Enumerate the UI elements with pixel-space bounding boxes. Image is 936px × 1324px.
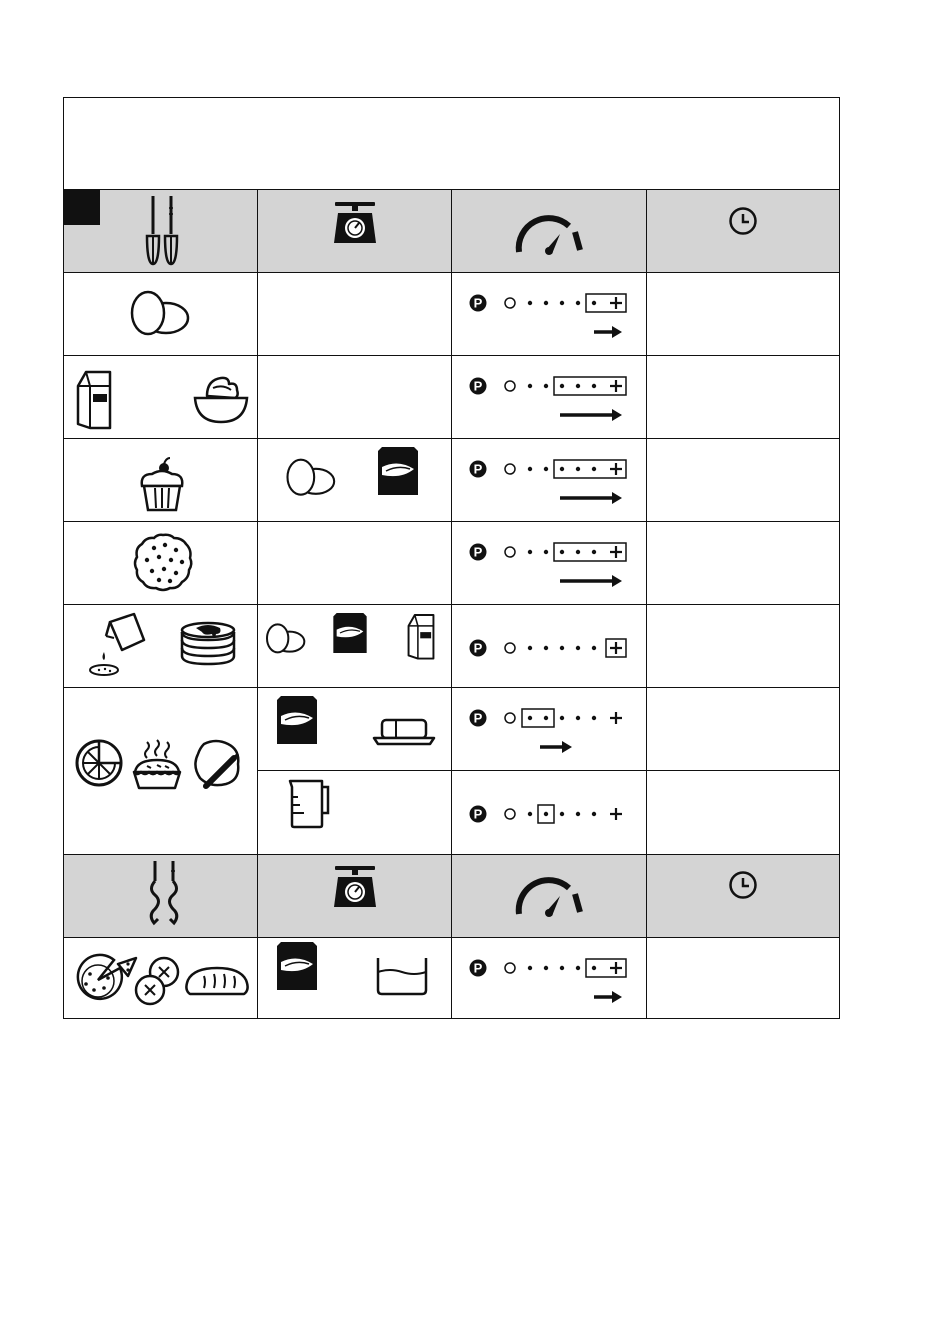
dough-hooks-icon	[144, 859, 184, 931]
speed-level-dot	[544, 550, 548, 554]
speed-off-mark	[505, 381, 515, 391]
cookie-icon	[132, 532, 194, 592]
speed-level-dot	[560, 716, 564, 720]
speed-max-plus	[610, 642, 622, 654]
speed-scale	[470, 272, 630, 355]
speed-level-dot	[528, 812, 532, 816]
speed-level-dot	[560, 384, 564, 388]
speed-max-plus	[610, 808, 622, 820]
speed-level-dot	[592, 550, 596, 554]
speed-level-dot	[560, 812, 564, 816]
speed-level-dot	[560, 646, 564, 650]
kitchen-scale-icon	[332, 865, 378, 909]
speed-level-dot	[592, 812, 596, 816]
speed-off-mark	[505, 713, 515, 723]
pie-icon	[131, 738, 183, 790]
speed-level-dot	[528, 646, 532, 650]
speed-level-dot	[592, 646, 596, 650]
pulse-label: P	[473, 544, 483, 560]
speed-level-dot	[576, 550, 580, 554]
speed-level-dot	[528, 550, 532, 554]
duration-arrow-head	[612, 326, 622, 338]
speed-off-mark	[505, 963, 515, 973]
eggs-icon	[282, 458, 338, 498]
speed-level-dot	[576, 646, 580, 650]
speedometer-icon	[514, 216, 584, 256]
speed-level-dot	[576, 384, 580, 388]
speed-max-plus	[610, 546, 622, 558]
speed-level-dot	[544, 301, 548, 305]
pulse-label: P	[473, 378, 483, 394]
butter-dish-icon	[372, 716, 436, 746]
flour-bag-icon	[374, 445, 422, 497]
speed-range-box	[522, 709, 554, 727]
kitchen-scale-icon	[332, 201, 378, 245]
speed-level-dot	[576, 716, 580, 720]
speed-level-dot	[576, 467, 580, 471]
flour-bag-icon	[273, 694, 321, 746]
speed-scale	[470, 604, 630, 687]
speed-scale	[470, 687, 630, 770]
speed-max-plus	[610, 962, 622, 974]
speed-level-dot	[592, 716, 596, 720]
speed-scale	[470, 937, 630, 1020]
speed-level-dot	[592, 467, 596, 471]
speed-level-dot	[560, 966, 564, 970]
speedometer-icon	[514, 878, 584, 918]
speed-off-mark	[505, 809, 515, 819]
eggs-icon	[264, 623, 306, 655]
settings-table	[63, 97, 840, 1019]
speed-level-dot	[576, 966, 580, 970]
speed-level-dot	[544, 812, 548, 816]
speed-level-dot	[544, 716, 548, 720]
speed-level-dot	[528, 301, 532, 305]
pulse-label: P	[473, 806, 483, 822]
rolling-pin-dough-icon	[192, 738, 244, 790]
pizza-icon	[74, 954, 140, 1004]
eggs-icon	[128, 290, 190, 338]
duration-arrow-head	[612, 991, 622, 1003]
whisk-beaters-icon	[142, 194, 182, 266]
speed-level-dot	[528, 467, 532, 471]
speed-level-dot	[560, 467, 564, 471]
speed-level-dot	[528, 966, 532, 970]
pancake-stack-icon	[178, 620, 238, 672]
speed-level-dot	[576, 812, 580, 816]
bread-rolls-icon	[134, 956, 184, 1008]
speed-level-dot	[592, 966, 596, 970]
section-marker	[64, 189, 100, 225]
speed-off-mark	[505, 464, 515, 474]
speed-off-mark	[505, 298, 515, 308]
milk-carton-icon	[407, 611, 435, 661]
speed-level-dot	[560, 301, 564, 305]
clock-icon	[728, 206, 758, 236]
duration-arrow-head	[612, 492, 622, 504]
speed-max-plus	[610, 463, 622, 475]
speed-max-plus	[610, 380, 622, 392]
speed-off-mark	[505, 547, 515, 557]
speed-level-dot	[544, 646, 548, 650]
duration-arrow-head	[562, 741, 572, 753]
pulse-label: P	[473, 960, 483, 976]
speed-off-mark	[505, 643, 515, 653]
pulse-label: P	[473, 710, 483, 726]
speed-level-dot	[528, 716, 532, 720]
speed-scale	[470, 770, 630, 854]
pouring-jug-icon	[88, 610, 148, 676]
speed-scale	[470, 438, 630, 521]
speed-level-dot	[544, 966, 548, 970]
speed-level-dot	[592, 301, 596, 305]
milk-carton-icon	[76, 368, 112, 430]
speed-max-plus	[610, 297, 622, 309]
orange-slice-icon	[74, 738, 124, 788]
clock-icon	[728, 870, 758, 900]
water-bowl-icon	[376, 956, 428, 996]
duration-arrow-head	[612, 575, 622, 587]
pulse-label: P	[473, 640, 483, 656]
speed-level-dot	[544, 384, 548, 388]
speed-level-dot	[592, 384, 596, 388]
speed-scale	[470, 521, 630, 604]
speed-max-plus	[610, 712, 622, 724]
cupcake-icon	[138, 456, 186, 512]
flour-bag-icon	[273, 940, 321, 992]
measuring-jug-icon	[286, 777, 332, 829]
speed-level-dot	[528, 384, 532, 388]
flour-bag-icon	[330, 611, 370, 655]
speed-scale	[470, 355, 630, 438]
speed-level-dot	[560, 550, 564, 554]
bread-loaf-icon	[184, 966, 250, 998]
speed-level-dot	[544, 467, 548, 471]
speed-level-dot	[576, 301, 580, 305]
whipped-cream-bowl-icon	[193, 374, 249, 424]
duration-arrow-head	[612, 409, 622, 421]
pulse-label: P	[473, 461, 483, 477]
pulse-label: P	[473, 295, 483, 311]
